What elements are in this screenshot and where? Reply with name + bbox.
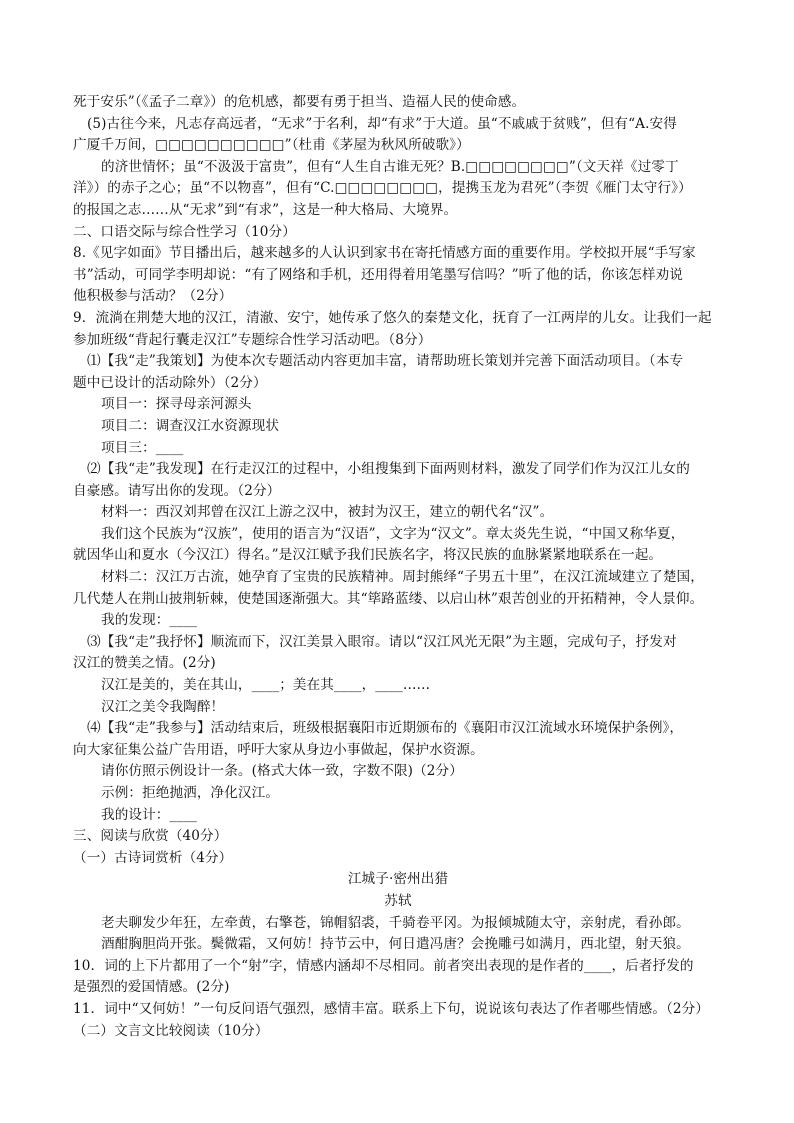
text-line: 的报国之志……从“无求”到“有求”，这是一种大格局、大境界。 (73, 201, 458, 218)
text-line: 书”活动，可同学李明却说：“有了网络和手机，还用得着用笔墨写信吗？”听了他的话，你该怎样劝说 (73, 266, 683, 283)
text-line: 9．流淌在荆楚大地的汉江，清澈、安宁，她传承了悠久的秦楚文化，抚育了一江两岸的儿女。让我们一起 (73, 309, 712, 326)
text-line: ⑶【我“走”我抒怀】顺流而下，汉江美景入眼帘。请以“汉江风光无限”为主题，完成句子，抒发对 (87, 633, 677, 650)
text-line: 就因华山和夏水（今汉江）得名。”是汉江赋予我们民族名字，将汉民族的血脉紧紧地联系在一起。 (73, 547, 663, 564)
text-line: 洋》）的赤子之心；虽“不以物喜”，但有“C.□□□□□□□□，提携玉龙为君死”（李贺《雁门太守行》） (73, 180, 692, 197)
text-line: ⑷【我“走”我参与】活动结束后，班级根据襄阳市近期颁布的《襄阳市汉江流域水环境保护条例》， (87, 720, 684, 737)
text-line: 三、阅读与欣赏（40分） (73, 828, 228, 845)
text-line: （二）文言文比较阅读（10分） (73, 1022, 269, 1039)
text-line: 死于安乐”（《孟子二章》）的危机感，都要有勇于担当、造福人民的使命感。 (73, 94, 526, 110)
text-line: 是强烈的爱国情感。(2分) (73, 979, 230, 996)
text-line: ⑴【我“走”我策划】为使本次专题活动内容更加丰富，请帮助班长策划并完善下面活动项目。（本专 (87, 353, 684, 370)
text-line: 广厦千万间，□□□□□□□□□□”（杜甫《茅屋为秋风所破歌》） (73, 137, 470, 154)
text-line: 项目一：探寻母亲河源头 (101, 396, 252, 413)
text-line: 项目三：____ (101, 439, 184, 456)
text-line: （一）古诗词赏析（4分） (73, 849, 233, 866)
text-line: 请你仿照示例设计一条。(格式大体一致，字数不限)（2分） (101, 763, 463, 780)
text-line: 11．词中“又何妨！”一句反问语气强烈，感情丰富。联系上下句，说说该句表达了作者哪些情感。（2分） (73, 1000, 710, 1017)
text-line: 10．词的上下片都用了一个“射”字，情感内涵却不尽相同。前者突出表现的是作者的____，后者抒发的 (73, 957, 694, 974)
text-line: 8.《见字如面》节目播出后，越来越多的人认识到家书在寄托情感方面的重要作用。学校拟开展“手写家 (73, 245, 696, 262)
text-line: 酒酣胸胆尚开张。鬓微霜，又何妨！持节云中，何日遣冯唐？会挽雕弓如满月，西北望，射天狼。 (101, 936, 690, 953)
text-line: 我的发现：____ (101, 612, 198, 629)
text-line: 材料一：西汉刘邦曾在汉江上游之汉中，被封为汉王，建立的朝代名“汉”。 (101, 504, 554, 521)
text-line: 参加班级“背起行囊走汉江”专题综合性学习活动吧。（8分） (73, 331, 432, 348)
text-line: 我的设计：____ (101, 806, 198, 823)
text-line: ⑵【我“走”我发现】在行走汉江的过程中，小组搜集到下面两则材料，激发了同学们作为汉江儿女的 (87, 461, 690, 478)
text-line: 老夫聊发少年狂，左牵黄，右擎苍，锦帽貂裘，千骑卷平冈。为报倾城随太守，亲射虎，看孙郎。 (101, 914, 690, 931)
text-line: 几代楚人在荆山披荆斩棘，使楚国逐渐强大。其“筚路蓝缕、以启山林”艰苦创业的开拓精神，令人景仰。 (73, 590, 704, 607)
text-line: 项目二：调查汉江水资源现状 (101, 417, 280, 434)
text-line: (5)古往今来，凡志存高远者，“无求”于名利，却“有求”于大道。虽“不戚戚于贫贱”，但有“A.安得 (87, 115, 677, 132)
text-line: 我们这个民族为“汉族”，使用的语言为“汉语”，文字为“汉文”。章太炎先生说，“中国又称华夏， (101, 525, 685, 542)
text-line: 汉江之美令我陶醉！ (101, 698, 225, 715)
text-line: 向大家征集公益广告用语，呼吁大家从身边小事做起，保护水资源。 (73, 741, 484, 758)
text-line: 他积极参与活动？（2分） (73, 288, 233, 305)
text-line: 汉江是美的，美在其山，____；美在其____，____…… (101, 677, 431, 694)
document-page (73, 92, 723, 1042)
text-line: 材料二：汉江万古流，她孕育了宝贵的民族精神。周封熊绎“子男五十里”，在汉江流域建立了楚国， (101, 569, 704, 586)
text-line: 示例：拒绝抛洒，净化汉江。 (101, 785, 280, 801)
text-line: 汉江的赞美之情。(2分) (73, 655, 216, 672)
text-line: 苏轼 (384, 892, 412, 909)
text-line: 二、口语交际与综合性学习（10分） (73, 223, 296, 240)
text-line: 题中已设计的活动除外）（2分） (73, 374, 267, 391)
text-line: 江城子·密州出猎 (347, 871, 449, 888)
text-line: 的济世情怀；虽“不汲汲于富贵”，但有“人生自古谁无死？B.□□□□□□□□”（文天祥《过零丁 (101, 158, 679, 175)
text-line: 自豪感。请写出你的发现。（2分） (73, 482, 281, 499)
